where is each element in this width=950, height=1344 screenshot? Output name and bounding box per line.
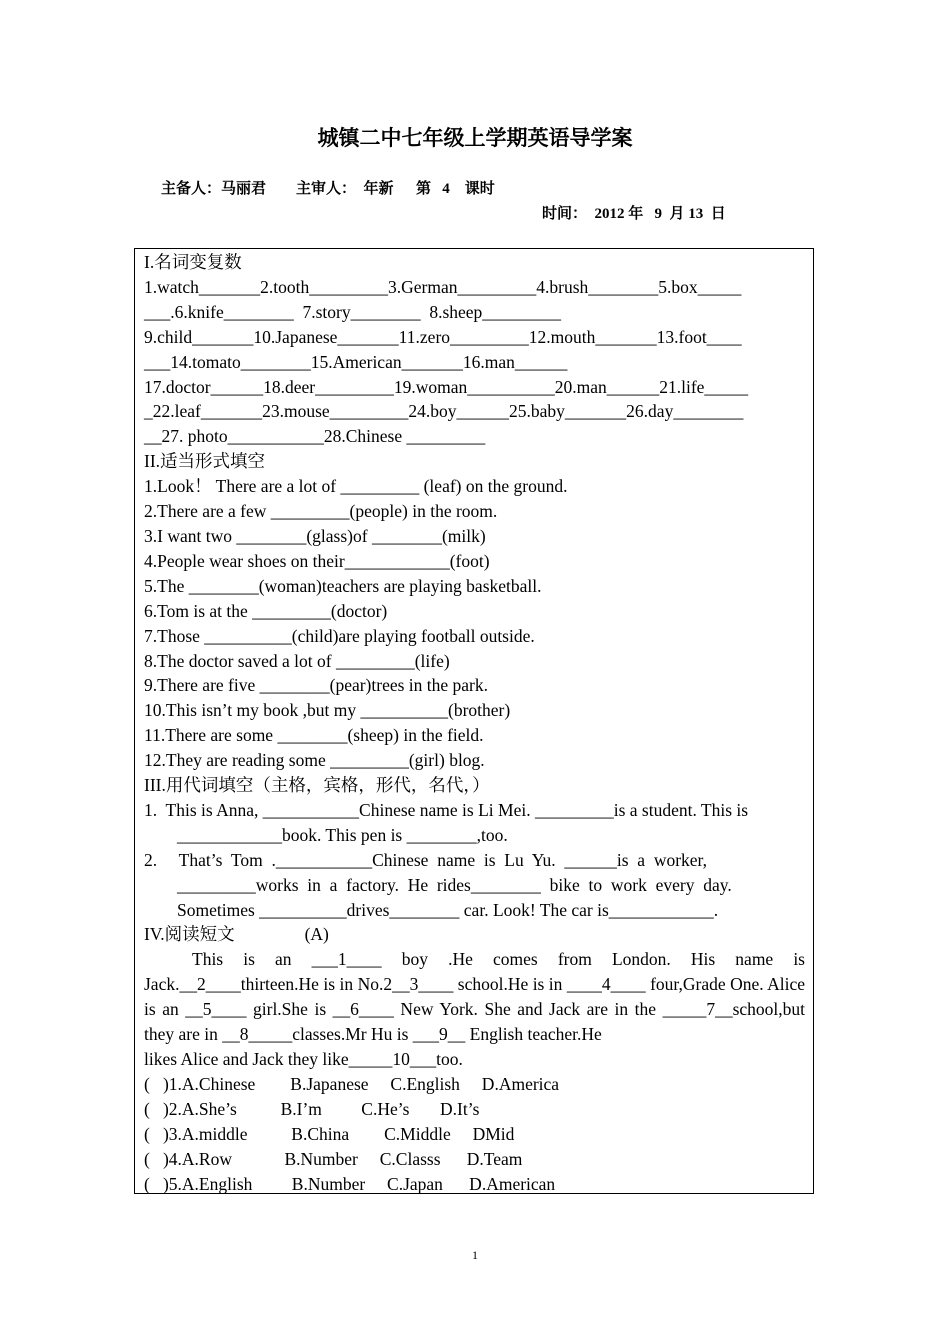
page-number: 1 [472, 1248, 478, 1262]
reading-passage [144, 947, 805, 1047]
fill-in-question: 1.Look！ There are a lot of _________ (leaf) on the ground. [144, 476, 568, 497]
section-4-heading: IV.阅读短文 (A) [144, 924, 329, 945]
choice-option: ( )4.A.Row B.Number C.Classs D.Team [144, 1148, 523, 1169]
section-1-heading: I.名词变复数 [144, 252, 242, 272]
author-line: 主备人：马丽君 主审人： 年新 第 4 课时 [161, 181, 495, 197]
plural-line: ___.6.knife________ 7.story________ 8.sheep_________ [144, 301, 562, 322]
plural-line: 17.doctor______18.deer_________19.woman__________20.man______21.life_____ [144, 376, 749, 397]
reading-passage-last-line: likes Alice and Jack they like_____10___too. [144, 1049, 463, 1069]
pronoun-question-2: 2. That’s Tom .___________Chinese name is Lu Yu. ______is a worker, [144, 849, 708, 870]
fill-in-question: 4.People wear shoes on their____________(foot) [144, 550, 490, 571]
choice-option: ( )2.A.She’s B.I’m C.He’s D.It’s [144, 1098, 480, 1119]
fill-in-question: 9.There are five ________(pear)trees in the park. [144, 675, 489, 696]
page-title: 城镇二中七年级上学期英语导学案 [317, 126, 633, 150]
plural-line: 1.watch_______2.tooth_________3.German_________4.brush________5.box_____ [144, 276, 742, 297]
reading-passage-text: This is an ___1____ boy .He comes from London. His name is Jack.__2____thirteen.He is in No.2__3____ school.He is in ____4____ four,Grade One. Alice is an __5____ girl.She is __6____ New York. She and Jack are in the _____7__school,but they are in __8_____classes.Mr Hu is ___9__ English teacher.He [144, 949, 805, 1045]
pronoun-question-2-cont: Sometimes __________drives________ car. Look! The car is____________. [177, 899, 719, 920]
fill-in-question: 5.The ________(woman)teachers are playing basketball. [144, 575, 542, 596]
section-3-heading: III.用代词填空（主格，宾格，形代，名代，） [144, 775, 490, 796]
plural-line: _22.leaf_______23.mouse_________24.boy______25.baby_______26.day________ [144, 401, 744, 422]
section-2-heading: II.适当形式填空 [144, 451, 266, 472]
worksheet-box [134, 248, 814, 1194]
fill-in-question: 6.Tom is at the _________(doctor) [144, 600, 388, 621]
pronoun-question-1: 1. This is Anna, ___________Chinese name is Li Mei. _________is a student. This is [144, 799, 749, 820]
fill-in-question: 2.There are a few _________(people) in the room. [144, 501, 498, 522]
plural-line: ___14.tomato________15.American_______16.man______ [144, 351, 568, 372]
choice-option: ( )5.A.English B.Number C.Japan D.American [144, 1173, 556, 1194]
pronoun-question-1-cont: ____________book. This pen is ________,too. [177, 824, 508, 845]
fill-in-question: 8.The doctor saved a lot of _________(life) [144, 650, 450, 671]
plural-line: __27. photo___________28.Chinese _________ [144, 426, 486, 447]
choice-option: ( )1.A.Chinese B.Japanese C.English D.America [144, 1073, 560, 1094]
plural-line: 9.child_______10.Japanese_______11.zero_________12.mouth_______13.foot____ [144, 326, 742, 347]
choice-option: ( )3.A.middle B.China C.Middle DMid [144, 1123, 515, 1144]
fill-in-question: 10.This isn’t my book ,but my __________(brother) [144, 700, 511, 721]
fill-in-question: 12.They are reading some _________(girl) blog. [144, 750, 485, 771]
fill-in-question: 11.There are some ________(sheep) in the field. [144, 725, 484, 746]
fill-in-question: 7.Those __________(child)are playing football outside. [144, 625, 535, 646]
pronoun-question-2-cont: _________works in a factory. He rides________ bike to work every day. [177, 874, 732, 895]
fill-in-question: 3.I want two ________(glass)of ________(milk) [144, 525, 486, 546]
date-line: 时间： 2012 年 9 月 13 日 [542, 206, 726, 222]
